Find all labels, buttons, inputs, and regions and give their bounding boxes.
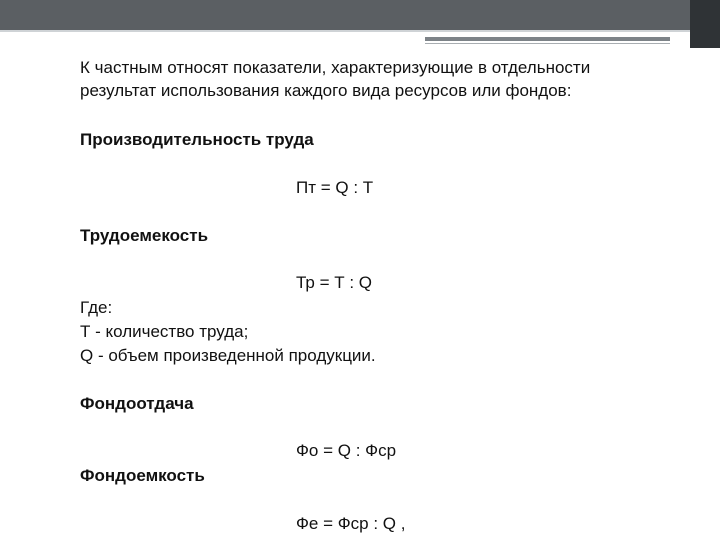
where-label: Где: [80,298,113,317]
accent-corner-block [690,30,720,48]
accent-line [425,37,670,41]
header-divider [0,30,720,32]
slide-header-bar [0,0,720,30]
accent-line-thin [425,43,670,44]
heading-labor-productivity: Производительность труда [80,130,314,149]
formula-labor-intensity: Тр = Т : Q [296,273,373,292]
intro-line-1: К частным относят показатели, характеризующие в отдельности [80,58,591,77]
slide-header-corner [690,0,720,30]
formula-capital-intensity: Фе = Фср : Q , [296,514,406,533]
where-q-definition: Q - объем произведенной продукции. [80,346,376,365]
formula-labor-productivity: Пт = Q : Т [296,178,374,197]
heading-capital-productivity: Фондоотдача [80,394,194,413]
heading-labor-intensity: Трудоемекость [80,226,209,245]
formula-capital-productivity: Фо = Q : Фср [296,441,397,460]
where-t-definition: Т - количество труда; [80,322,249,341]
heading-capital-intensity: Фондоемкость [80,466,205,485]
intro-line-2: результат использования каждого вида ресурсов или фондов: [80,81,572,100]
